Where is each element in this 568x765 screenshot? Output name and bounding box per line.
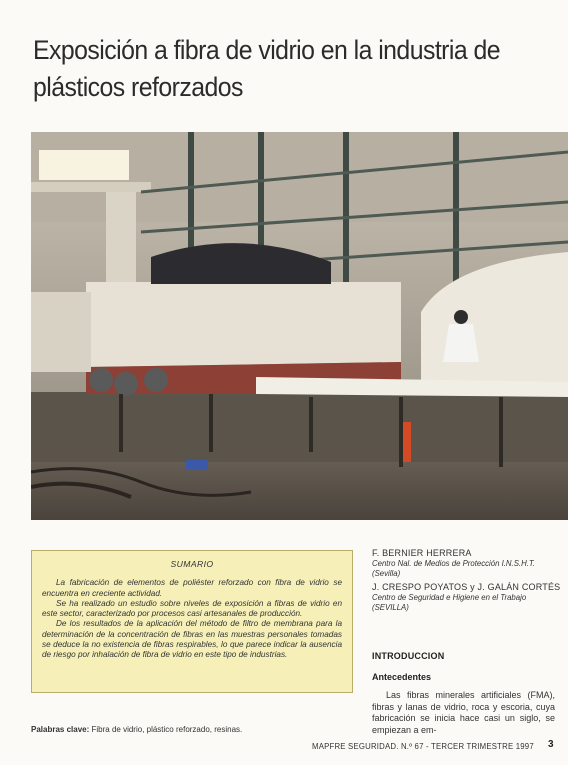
keywords-text: Fibra de vidrio, plástico reforzado, resinas.: [91, 725, 243, 734]
summary-paragraph: De los resultados de la aplicación del método de filtro de membrana para la determinación de la concentración de fibras en las muestras personales tomadas se deduce la no existencia de fibras respirables, lo que parece indicar la ausencia de riesgo por inhalación de fibra de vidrio en este tipo de industrias.: [42, 619, 342, 660]
article-title: Exposición a fibra de vidrio en la industria de plásticos reforzados: [33, 35, 501, 102]
journal-footer: MAPFRE SEGURIDAD. N.º 67 - TERCER TRIMESTRE 1997: [312, 742, 534, 751]
summary-box: [31, 550, 353, 693]
author-affiliation: Centro de Seguridad e Higiene en el Trabajo (SEVILLA): [372, 593, 527, 612]
subsection-heading: Antecedentes: [372, 672, 432, 682]
keywords-label: Palabras clave:: [31, 725, 90, 734]
summary-paragraph: La fabricación de elementos de poliéster reforzado con fibra de vidrio se encuentra en creciente actividad.: [42, 578, 342, 598]
section-heading: INTRODUCCION: [372, 651, 445, 661]
page-number: 3: [548, 739, 554, 750]
summary-paragraph: Se ha realizado un estudio sobre niveles de exposición a fibras de vidrio en este sector, caracterizado por procesos casi artesanales de producción.: [42, 598, 342, 619]
author-name: F. BERNIER HERRERA: [372, 548, 472, 558]
author-affiliation: Centro Nal. de Medios de Protección I.N.S.H.T. (Sevilla): [372, 559, 536, 578]
keywords: [31, 725, 351, 734]
intro-paragraph: Las fibras minerales artificiales (FMA), fibras y lanas de vidrio, roca y escoria, cuya fabricación se inicia hace casi un siglo, se empiezan a em-: [372, 690, 555, 735]
summary-heading: SUMARIO: [170, 559, 214, 569]
factory-photo: [31, 132, 568, 520]
factory-photo-illustration: [31, 132, 568, 520]
author-name: J. CRESPO POYATOS y J. GALÁN CORTÉS: [372, 582, 561, 592]
authors-block: [372, 548, 562, 616]
